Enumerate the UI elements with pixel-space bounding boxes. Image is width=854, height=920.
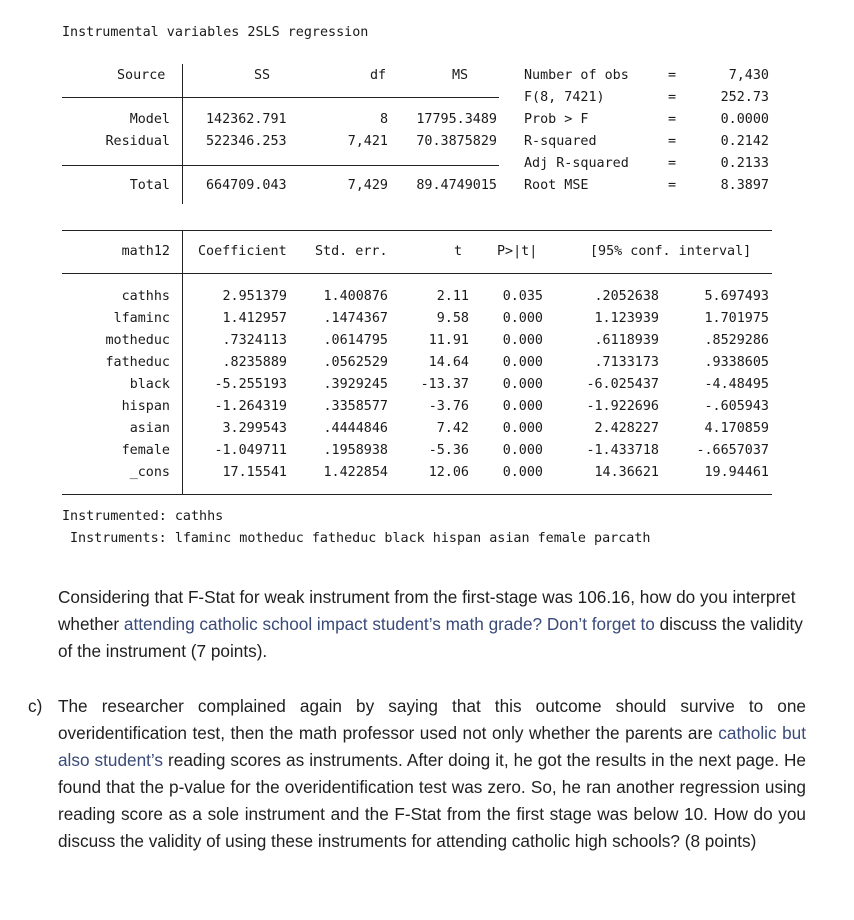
header-coefficient: Coefficient	[198, 244, 287, 259]
coef-t: 7.42	[436, 421, 469, 436]
coef-value: .7324113	[222, 333, 287, 348]
coef-value: -1.049711	[214, 443, 287, 458]
coef-p: 0.000	[502, 333, 543, 348]
stat-value: 0.2142	[720, 134, 769, 149]
stat-label: Prob > F	[524, 112, 589, 127]
coef-value: 3.299543	[222, 421, 287, 436]
anova-df: 7,421	[347, 134, 388, 149]
instrumented-line	[62, 509, 223, 524]
anova-ss: 142362.791	[206, 112, 287, 127]
stat-label: Root MSE	[524, 178, 589, 193]
coef-var: black	[129, 377, 170, 392]
anova-row-label: Total	[129, 178, 170, 193]
question-c-text-end: reading scores as instruments. After doing it, he got the results in the next page. He found that the p-value for the overidentification test was zero. So, he ran another regression using reading score as a sole instrument and the F-Stat from the first stage was below 10. How do you discuss the validity of using these instruments for attending catholic high schools? (8 points)	[58, 750, 806, 851]
coef-ci-low: -6.025437	[586, 377, 659, 392]
coef-se: .3358577	[323, 399, 388, 414]
stat-label: Number of obs	[524, 68, 629, 83]
coef-value: .8235889	[222, 355, 287, 370]
stat-eq: =	[668, 156, 677, 171]
coef-var: fatheduc	[105, 355, 170, 370]
anova-ms: 17795.3489	[416, 112, 497, 127]
coef-t: -13.37	[420, 377, 469, 392]
coef-t: 14.64	[428, 355, 469, 370]
anova-divider	[62, 165, 499, 166]
coef-p: 0.035	[502, 289, 543, 304]
instrumented-value: cathhs	[174, 509, 224, 524]
coef-ci-low: 2.428227	[594, 421, 659, 436]
anova-divider	[62, 97, 499, 98]
coef-value: 17.15541	[222, 465, 287, 480]
question-b-highlight: attending catholic school impact student’s math grade? Don’t forget to	[123, 614, 655, 634]
stat-value: 0.2133	[720, 156, 769, 171]
coef-t: 12.06	[428, 465, 469, 480]
anova-row-label: Residual	[105, 134, 170, 149]
question-b	[58, 584, 806, 665]
stat-eq: =	[668, 112, 677, 127]
regression-title: Instrumental variables 2SLS regression	[62, 25, 369, 40]
header-t: t	[453, 244, 462, 259]
question-b-text-end: discuss the validity of the instrument (7 points).	[58, 614, 803, 661]
coef-t: 9.58	[436, 311, 469, 326]
coef-se: .1474367	[323, 311, 388, 326]
coef-t: -5.36	[428, 443, 469, 458]
coef-var: female	[121, 443, 170, 458]
coef-ci-low: .2052638	[594, 289, 659, 304]
coef-se: 1.400876	[323, 289, 388, 304]
coef-p: 0.000	[502, 443, 543, 458]
coef-se: .0614795	[323, 333, 388, 348]
stat-eq: =	[668, 68, 677, 83]
anova-ms: 70.3875829	[416, 134, 497, 149]
coef-t: -3.76	[428, 399, 469, 414]
anova-ss: 522346.253	[206, 134, 287, 149]
anova-header-df: df	[370, 68, 387, 83]
stat-label: R-squared	[524, 134, 597, 149]
coef-p: 0.000	[502, 421, 543, 436]
coef-ci-high: 4.170859	[704, 421, 769, 436]
coef-top-rule	[62, 230, 772, 231]
coef-var: asian	[129, 421, 170, 436]
stat-eq: =	[668, 90, 677, 105]
coef-se: .0562529	[323, 355, 388, 370]
question-c-text: The researcher complained again by saying that this outcome should survive to one overidentification test, then the math professor used not only whether the parents are	[58, 696, 806, 743]
coef-value: 1.412957	[222, 311, 287, 326]
question-c	[58, 693, 806, 855]
coef-t: 2.11	[436, 289, 469, 304]
stat-value: 8.3897	[720, 178, 769, 193]
coef-ci-low: -1.922696	[586, 399, 659, 414]
coef-ci-high: -.605943	[704, 399, 769, 414]
coef-t: 11.91	[428, 333, 469, 348]
coef-se: .3929245	[323, 377, 388, 392]
coef-ci-low: 1.123939	[594, 311, 659, 326]
anova-df: 8	[379, 112, 388, 127]
question-b-text: Considering that F-Stat for weak instrument from the first-stage was 106.16, how do you interpret whether	[58, 587, 796, 634]
coef-ci-low: 14.36621	[594, 465, 659, 480]
anova-df: 7,429	[347, 178, 388, 193]
coef-ci-high: 1.701975	[704, 311, 769, 326]
depvar-label: math12	[121, 244, 170, 259]
coef-value: 2.951379	[222, 289, 287, 304]
coef-vertical-divider	[182, 230, 183, 495]
anova-ss: 664709.043	[206, 178, 287, 193]
coef-p: 0.000	[502, 465, 543, 480]
stat-label: F(8, 7421)	[524, 90, 605, 105]
question-c-highlight: catholic but also student’s	[58, 723, 806, 770]
instruments-line	[70, 531, 650, 546]
coef-ci-high: 5.697493	[704, 289, 769, 304]
coef-se: .4444846	[323, 421, 388, 436]
instrumented-label: Instrumented:	[62, 509, 167, 524]
header-std-err: Std. err.	[315, 244, 388, 259]
coef-ci-low: .6118939	[594, 333, 659, 348]
coef-var: motheduc	[105, 333, 170, 348]
coef-ci-low: .7133173	[594, 355, 659, 370]
stat-value: 7,430	[728, 68, 769, 83]
coef-p: 0.000	[502, 311, 543, 326]
instruments-value: lfaminc motheduc fatheduc black hispan asian female parcath	[174, 531, 651, 546]
stat-eq: =	[668, 134, 677, 149]
question-c-label: c)	[28, 696, 43, 716]
coef-ci-high: -4.48495	[704, 377, 769, 392]
coef-se: 1.422854	[323, 465, 388, 480]
stat-value: 252.73	[720, 90, 769, 105]
anova-header-source: Source	[117, 68, 166, 83]
stat-label: Adj R-squared	[524, 156, 629, 171]
coef-header-rule	[62, 273, 772, 274]
anova-header-ms: MS	[452, 68, 469, 83]
coef-value: -1.264319	[214, 399, 287, 414]
coef-ci-high: .9338605	[704, 355, 769, 370]
coef-var: _cons	[129, 465, 170, 480]
coef-ci-high: 19.94461	[704, 465, 769, 480]
anova-header-ss: SS	[254, 68, 271, 83]
coef-var: hispan	[121, 399, 170, 414]
coef-ci-high: -.6657037	[696, 443, 769, 458]
coef-var: cathhs	[121, 289, 170, 304]
coef-ci-high: .8529286	[704, 333, 769, 348]
coef-se: .1958938	[323, 443, 388, 458]
coef-p: 0.000	[502, 399, 543, 414]
header-p: P>|t|	[497, 244, 538, 259]
anova-ms: 89.4749015	[416, 178, 497, 193]
coef-var: lfaminc	[113, 311, 170, 326]
anova-vertical-divider	[182, 64, 183, 204]
coef-value: -5.255193	[214, 377, 287, 392]
anova-row-label: Model	[129, 112, 170, 127]
stat-value: 0.0000	[720, 112, 769, 127]
stat-eq: =	[668, 178, 677, 193]
coef-p: 0.000	[502, 377, 543, 392]
coef-ci-low: -1.433718	[586, 443, 659, 458]
coef-bottom-rule	[62, 494, 772, 495]
instruments-label: Instruments:	[70, 531, 167, 546]
header-conf-interval: [95% conf. interval]	[590, 244, 752, 259]
coef-p: 0.000	[502, 355, 543, 370]
